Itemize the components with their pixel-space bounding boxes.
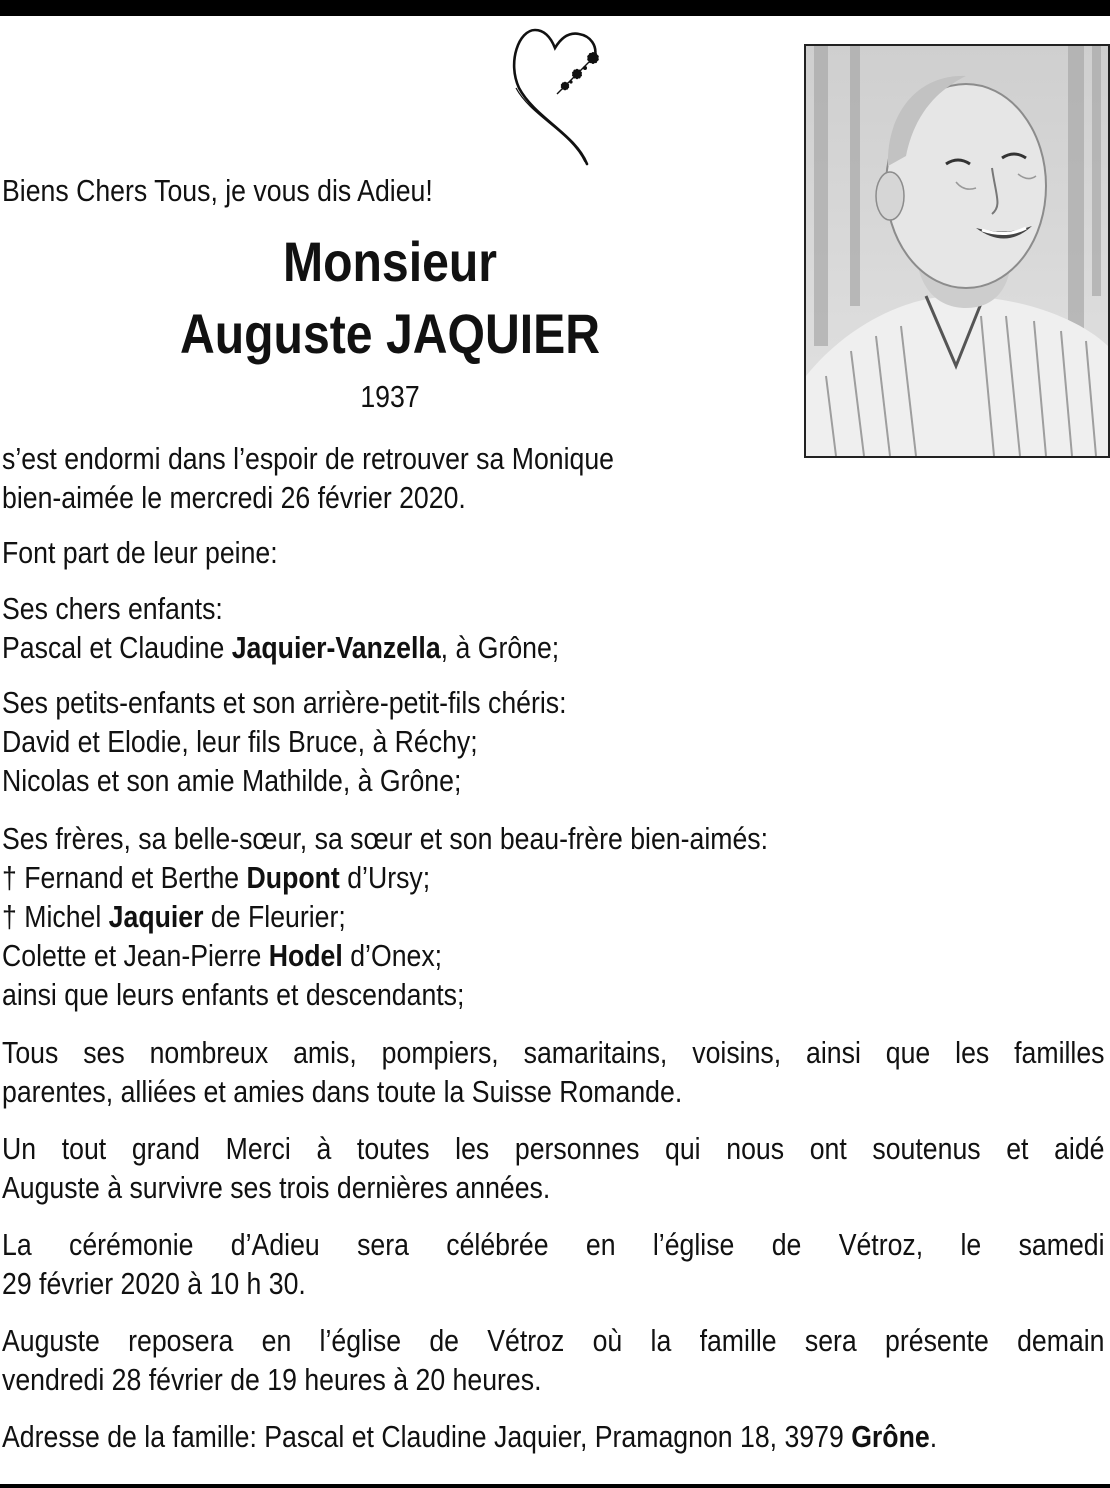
bottom-rule: [0, 1484, 1110, 1488]
text-segment: de Fleurier;: [203, 899, 346, 934]
family-name: Jaquier-Vanzella: [231, 630, 441, 665]
family-name: Hodel: [268, 938, 343, 973]
freres-heading: Ses frères, sa belle-sœur, sa sœur et son beau-frère bien-aimés:: [2, 821, 769, 856]
amis-line: Tous ses nombreux amis, pompiers, samaritains, voisins, ainsi que les familles: [2, 1035, 1105, 1070]
text-segment: Adresse de la famille: Pascal et Claudine Jaquier, Pramagnon 18, 3979: [2, 1419, 852, 1454]
intro-line: bien-aimée le mercredi 26 février 2020.: [2, 480, 466, 515]
greeting: Biens Chers Tous, je vous dis Adieu!: [2, 173, 433, 208]
top-rule: [0, 0, 1110, 16]
adresse-line: [2, 1418, 937, 1456]
merci-line: Auguste à survivre ses trois dernières années.: [2, 1170, 551, 1205]
freres-line: [2, 937, 442, 975]
font-part-line: Font part de leur peine:: [2, 535, 278, 570]
freres-line: ainsi que leurs enfants et descendants;: [2, 977, 465, 1012]
enfants-line: [2, 629, 559, 667]
heart-with-flowers-icon: [505, 22, 605, 168]
petits-enfants-line: David et Elodie, leur fils Bruce, à Réchy;: [2, 724, 478, 759]
family-name: Dupont: [246, 860, 340, 895]
town-name: Grône: [851, 1419, 930, 1454]
birth-year: 1937: [360, 379, 420, 414]
intro-line: s’est endormi dans l’espoir de retrouver sa Monique: [2, 441, 615, 476]
freres-line: [2, 898, 346, 936]
repos-line: Auguste reposera en l’église de Vétroz où la famille sera présente demain: [2, 1323, 1105, 1358]
title-honorific: Monsieur: [282, 230, 498, 293]
freres-line: [2, 859, 430, 897]
amis-line: parentes, alliées et amies dans toute la Suisse Romande.: [2, 1074, 683, 1109]
ceremonie-line: La cérémonie d’Adieu sera célébrée en l’église de Vétroz, le samedi: [2, 1227, 1105, 1262]
family-name: Jaquier: [108, 899, 204, 934]
portrait-photo: [804, 44, 1110, 458]
enfants-heading: Ses chers enfants:: [2, 591, 223, 626]
text-segment: , à Grône;: [440, 630, 560, 665]
text-segment: d’Onex;: [342, 938, 443, 973]
petits-enfants-heading: Ses petits-enfants et son arrière-petit-fils chéris:: [2, 685, 567, 720]
repos-line: vendredi 28 février de 19 heures à 20 heures.: [2, 1362, 542, 1397]
text-segment: Pascal et Claudine: [2, 630, 232, 665]
merci-line: Un tout grand Merci à toutes les personnes qui nous ont soutenus et aidé: [2, 1131, 1105, 1166]
text-segment: .: [929, 1419, 938, 1454]
petits-enfants-line: Nicolas et son amie Mathilde, à Grône;: [2, 763, 462, 798]
text-segment: † Michel: [2, 899, 109, 934]
deceased-name: Auguste JAQUIER: [179, 302, 601, 365]
ceremonie-line: 29 février 2020 à 10 h 30.: [2, 1266, 306, 1301]
text-segment: † Fernand et Berthe: [2, 860, 247, 895]
text-segment: Colette et Jean-Pierre: [2, 938, 269, 973]
text-segment: d’Ursy;: [339, 860, 431, 895]
